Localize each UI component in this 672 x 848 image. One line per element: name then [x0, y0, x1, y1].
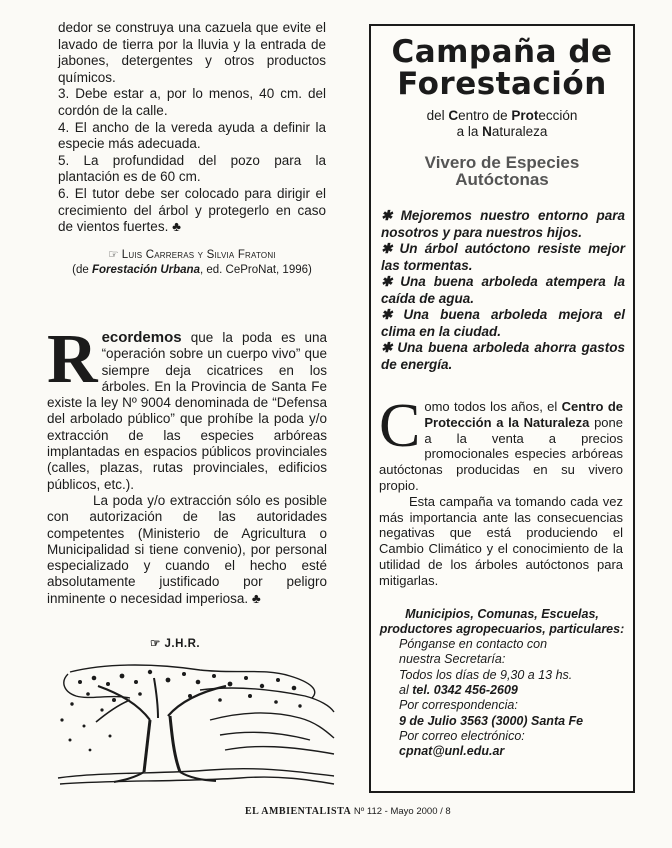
- contact-info: [379, 607, 625, 760]
- left-column-article: [58, 20, 326, 278]
- contact-email: cpnat@unl.edu.ar: [399, 744, 505, 759]
- benefits-list: [381, 208, 625, 373]
- contact-line: Por correo electrónico:: [399, 728, 525, 743]
- list-item: ✱ Una buena arboleda ahorra gastos de energía.: [381, 340, 625, 372]
- campaign-body: [379, 392, 623, 589]
- credit-authors: Luis Carreras y Silvia Fratoni: [121, 248, 276, 261]
- contact-heading: Municipios, Comunas, Escuelas, productores agropecuarios, particulares:: [379, 606, 625, 636]
- issue-info: Nº 112 - Mayo 2000 / 8: [353, 806, 451, 817]
- contact-line: Pónganse en contacto con: [399, 637, 548, 652]
- campaign-title: [371, 36, 633, 100]
- body-p1-pre: omo todos los años, el: [424, 399, 562, 414]
- sub2-pre: a la: [456, 124, 483, 139]
- recordemos-article: [47, 321, 327, 607]
- body-p1-bold: Centro de Protección a la Naturaleza: [424, 399, 623, 430]
- contact-line: Por correspondencia:: [399, 698, 518, 713]
- campaign-title-line1: Campaña de: [391, 34, 613, 70]
- body-p1-rest: pone a la venta a precios promocionales especies arbóreas autóctonas producidas en su vivero propio.: [379, 414, 623, 493]
- contact-line: nuestra Secretaría:: [399, 652, 506, 667]
- nursery-line2: Autóctonas: [455, 170, 549, 189]
- contact-phone: tel. 0342 456-2609: [412, 683, 518, 698]
- contact-phone-pre: al: [399, 683, 413, 698]
- sub1-b1: C: [448, 108, 459, 123]
- recordemos-lead: ecordemos: [101, 329, 182, 346]
- campaign-title-line2: Forestación: [397, 66, 607, 102]
- article-credit: [58, 248, 326, 278]
- pointing-hand-icon: ☞: [108, 248, 119, 261]
- campaign-subtitle: [371, 108, 633, 140]
- sub2-b: N: [482, 124, 492, 139]
- recordemos-para2: La poda y/o extracción sólo es posible con autorización de las autoridades competentes (Ministerio de Agricultura o Municipalidad si tiene convenio), por personal especializado y cuando el hecho esté absolutamente justificado por peligro inminente o necesidad imperiosa. ♣: [47, 492, 327, 606]
- dropcap-c: C: [379, 392, 421, 460]
- nursery-line1: Vivero de Especies: [424, 153, 580, 172]
- body-p2: Esta campaña va tomando cada vez más importancia ante las consecuencias negativas que está produciendo el Cambio Climático y el conocimiento de la utilidad de los árboles autóctonos para mitigarlas.: [379, 493, 623, 588]
- magazine-name: EL AMBIENTALISTA: [245, 806, 352, 817]
- recordemos-para1: que la poda es una “operación sobre un cuerpo vivo” que siempre deja cicatrices en los árboles. En la Provincia de Santa Fe existe la ley Nº 9004 denominada de “Defensa del arbolado público” que prohíbe la poda y/o extracción de las especies arbóreas implantadas en espacios públicos provinciales (calles, plazas, rutas provinciales, edificios públicos, etc.).: [47, 330, 327, 492]
- credit-work: Forestación Urbana: [91, 263, 200, 276]
- sub1-t1: entro de: [458, 108, 512, 123]
- nursery-heading: [371, 154, 633, 188]
- tree-illustration: [50, 660, 336, 790]
- list-item: ✱ Una buena arboleda atempera la caída de agua.: [381, 274, 625, 306]
- credit-suffix: , ed. CeProNat, 1996): [199, 263, 312, 276]
- contact-address: 9 de Julio 3563 (3000) Santa Fe: [399, 713, 584, 728]
- page-footer: [245, 806, 451, 817]
- sub1-pre: del: [426, 108, 449, 123]
- sub1-b2: Prot: [511, 108, 539, 123]
- article-signature: ☞ J.H.R.: [150, 638, 201, 650]
- dropcap-r: R: [47, 321, 98, 398]
- contact-hours: Todos los días de 9,30 a 13 hs.: [399, 667, 573, 682]
- sub1-t2: ección: [538, 108, 578, 123]
- list-item: ✱ Una buena arboleda mejora el clima en la ciudad.: [381, 307, 625, 339]
- list-item: ✱ Mejoremos nuestro entorno para nosotros y para nuestros hijos.: [381, 208, 625, 240]
- list-item: ✱ Un árbol autóctono resiste mejor las tormentas.: [381, 241, 625, 273]
- sub2-t: aturaleza: [491, 124, 548, 139]
- planting-steps: dedor se construya una cazuela que evite el lavado de tierra por la lluvia y la entrada de jabones, detergentes y otros productos químicos. 3. Debe estar a, por lo menos, 40 cm. del cordón de la calle. 4. El ancho de la vereda ayuda a definir la especie más adecuada. 5. La profundidad del pozo para la plantación es de 60 cm. 6. El tutor debe ser colocado para dirigir el crecimiento del árbol y protegerlo en caso de vientos fuertes. ♣: [58, 20, 326, 235]
- forestation-campaign-box: [369, 24, 635, 793]
- credit-prefix: (de: [72, 263, 92, 276]
